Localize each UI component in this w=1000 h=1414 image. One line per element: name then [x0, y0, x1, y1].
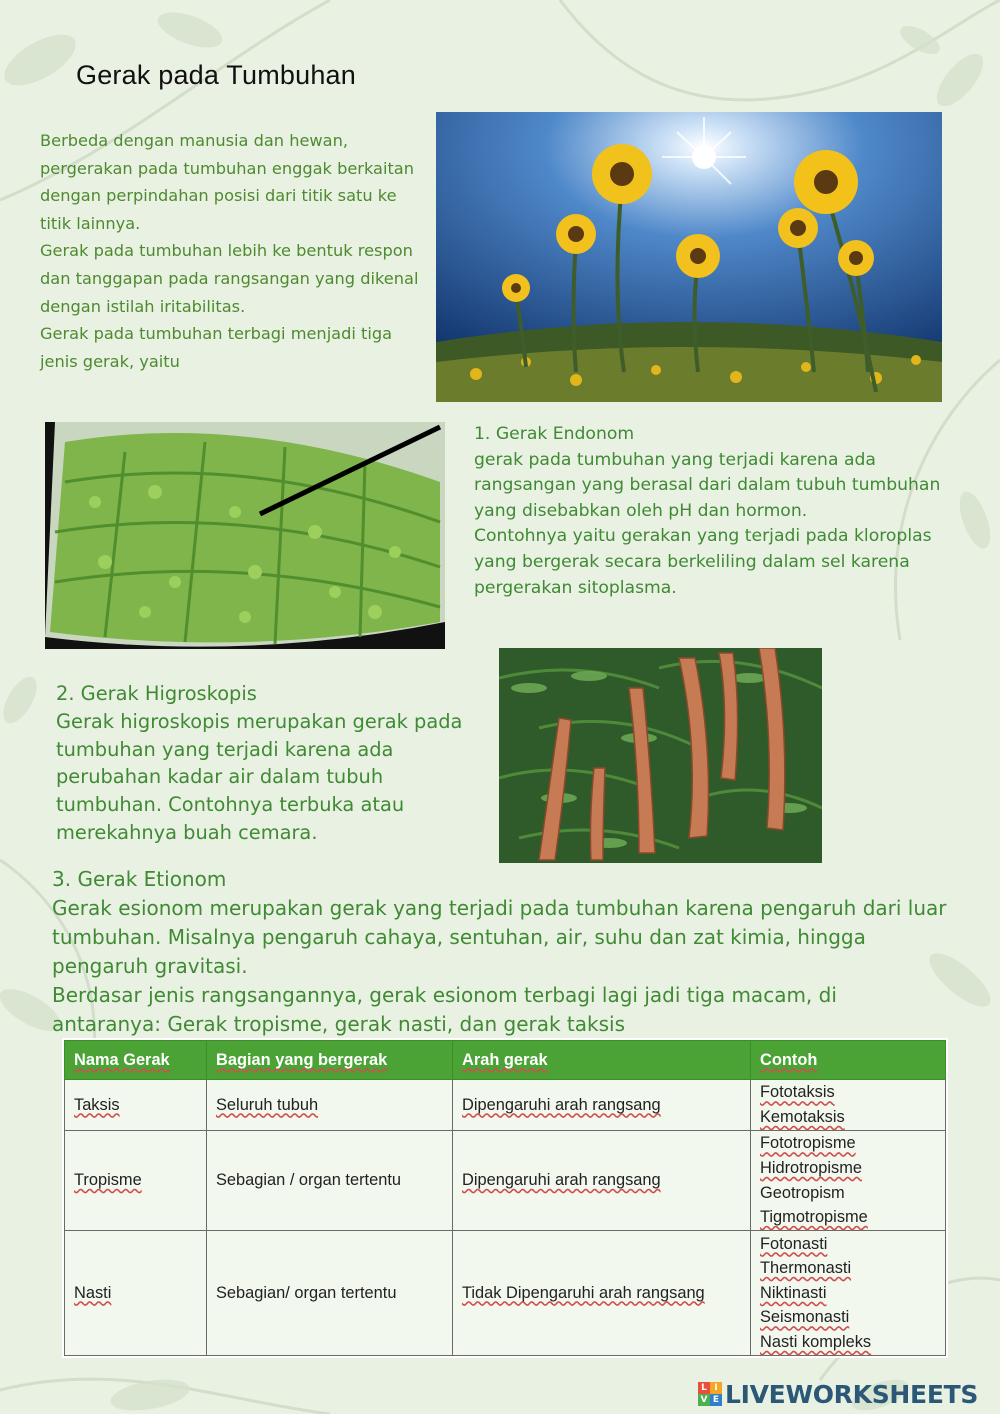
- intro-paragraph: [40, 127, 425, 375]
- logo-text: LIVEWORKSHEETS: [725, 1379, 979, 1409]
- example-item: Nasti kompleks: [760, 1332, 872, 1351]
- cell-part: Sebagian/ organ tertentu: [207, 1231, 453, 1356]
- cell-examples: [751, 1231, 946, 1356]
- example-item: Fotonasti: [760, 1234, 828, 1253]
- section-gerak-endonom: [474, 422, 944, 601]
- intro-line: Gerak pada tumbuhan terbagi menjadi tiga jenis gerak, yaitu: [40, 324, 393, 371]
- section-body: gerak pada tumbuhan yang terjadi karena ada rangsangan yang berasal dari dalam tubuh tumbuhan yang disebabkan oleh pH dan hormon.: [474, 449, 941, 521]
- section-gerak-higroskopis: [56, 680, 476, 847]
- cell-part: Seluruh tubuh: [207, 1080, 453, 1131]
- column-header: Contoh: [751, 1041, 946, 1080]
- cell-examples: [751, 1080, 946, 1131]
- gerak-table-container: [62, 1038, 948, 1358]
- table-header-row: [65, 1041, 946, 1080]
- cell-name: Taksis: [65, 1080, 207, 1131]
- page-title: Gerak pada Tumbuhan: [76, 60, 356, 90]
- section-heading: 3. Gerak Etionom: [52, 867, 227, 891]
- chloroplast-microscope-photo: [45, 422, 445, 649]
- cell-part: Sebagian / organ tertentu: [207, 1131, 453, 1231]
- intro-line: Berbeda dengan manusia dan hewan, pergerakan pada tumbuhan enggak berkaitan dengan perpindahan posisi dari titik satu ke titik lainnya.: [40, 131, 414, 233]
- section-body: Gerak esionom merupakan gerak yang terjadi pada tumbuhan karena pengaruh dari luar tumbuhan. Misalnya pengaruh cahaya, sentuhan, air, suhu dan zat kimia, hingga pengaruh gravitasi.: [52, 896, 947, 978]
- cell-examples: [751, 1131, 946, 1231]
- section-example: Contohnya yaitu gerakan yang terjadi pada kloroplas yang bergerak secara berkeliling dalam sel karena pergerakan sitoplasma.: [474, 526, 932, 598]
- column-header: Bagian yang bergerak: [207, 1041, 453, 1080]
- example-item: Kemotaksis: [760, 1108, 845, 1126]
- sunflower-sky-photo: [436, 112, 942, 402]
- table-row: [65, 1080, 946, 1131]
- seed-pods-photo: [499, 648, 822, 863]
- example-item: Tigmotropisme: [760, 1208, 868, 1227]
- column-header: Nama Gerak: [65, 1041, 207, 1080]
- example-item: Thermonasti: [760, 1259, 852, 1278]
- example-item: Geotropism: [760, 1183, 845, 1202]
- example-item: Hidrotropisme: [760, 1158, 863, 1177]
- cell-name: Tropisme: [65, 1131, 207, 1231]
- cell-name: Nasti: [65, 1231, 207, 1356]
- cell-direction: Dipengaruhi arah rangsang: [453, 1131, 751, 1231]
- gerak-etionom-table: [64, 1040, 946, 1356]
- example-item: Niktinasti: [760, 1283, 827, 1302]
- liveworksheets-logo-icon: L I V E: [698, 1382, 722, 1406]
- section-heading: 1. Gerak Endonom: [474, 424, 635, 444]
- example-item: Seismonasti: [760, 1308, 850, 1327]
- section-body: Berdasar jenis rangsangannya, gerak esionom terbagi lagi jadi tiga macam, di antaranya: Gerak tropisme, gerak nasti, dan gerak taksis: [52, 983, 837, 1036]
- column-header: Arah gerak: [453, 1041, 751, 1080]
- section-body: Gerak higroskopis merupakan gerak pada tumbuhan yang terjadi karena ada perubahan kadar air dalam tubuh tumbuhan. Contohnya terbuka atau merekahnya buah cemara.: [56, 709, 463, 844]
- table-row: [65, 1131, 946, 1231]
- example-item: Fototaksis: [760, 1083, 835, 1102]
- intro-line: Gerak pada tumbuhan lebih ke bentuk respon dan tanggapan pada rangsangan yang dikenal dengan istilah iritabilitas.: [40, 241, 419, 316]
- cell-direction: Tidak Dipengaruhi arah rangsang: [453, 1231, 751, 1356]
- section-heading: 2. Gerak Higroskopis: [56, 682, 257, 705]
- cell-direction: Dipengaruhi arah rangsang: [453, 1080, 751, 1131]
- section-gerak-etionom: [52, 865, 952, 1039]
- example-item: Fototropisme: [760, 1134, 856, 1153]
- liveworksheets-logo[interactable]: [698, 1378, 978, 1410]
- table-row: [65, 1231, 946, 1356]
